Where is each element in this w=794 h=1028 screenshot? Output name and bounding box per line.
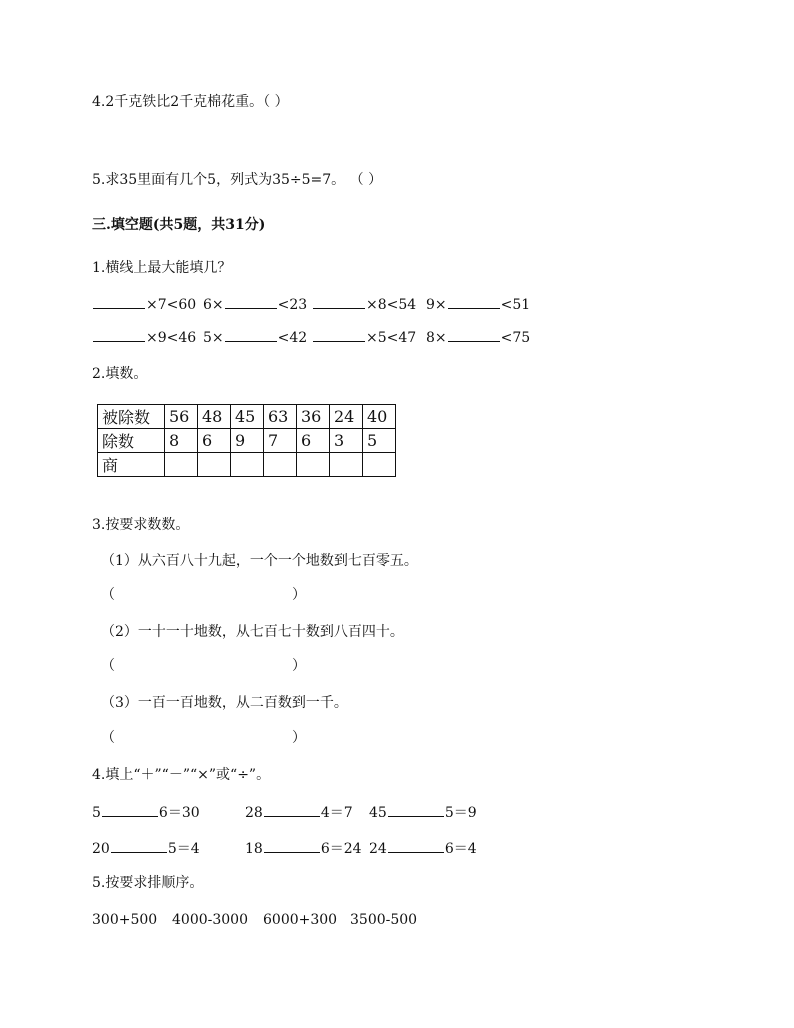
q1-title: 1.横线上最大能填几？ [92, 260, 232, 276]
divisor-cell: 6 [297, 429, 330, 453]
q1-expr: ×5<47 [366, 330, 417, 346]
q2-title: 2.填数。 [92, 366, 148, 382]
dividend-cell: 45 [231, 405, 264, 429]
dividend-cell: 63 [264, 405, 297, 429]
table-row [98, 429, 396, 453]
q1-expr: 8× [426, 330, 447, 346]
blank[interactable] [313, 327, 365, 342]
quotient-cell[interactable] [264, 453, 297, 477]
operand: 6＝30 [158, 805, 200, 821]
blank[interactable] [264, 838, 320, 853]
dividend-cell: 36 [297, 405, 330, 429]
q1-expr: <75 [500, 330, 531, 346]
q1-expr: <42 [277, 330, 308, 346]
blank[interactable] [102, 802, 158, 817]
operand: 20 [92, 841, 110, 857]
divisor-cell: 5 [363, 429, 396, 453]
q1-expr: <51 [500, 297, 531, 313]
operand: 6＝4 [444, 841, 477, 857]
open-paren: （ [101, 587, 115, 603]
blank[interactable] [93, 294, 145, 309]
division-table [97, 404, 396, 477]
close-paren: ） [292, 587, 306, 603]
dividend-cell: 48 [198, 405, 231, 429]
judge-q4: 4.2千克铁比2千克棉花重。（ ） [92, 94, 289, 110]
q1-expr: ×8<54 [366, 297, 417, 313]
q3-item-2: （2）一十一十地数，从七百七十数到八百四十。 [101, 624, 404, 640]
table-row [98, 405, 396, 429]
operand: 45 [369, 805, 387, 821]
q1-expr: 5× [203, 330, 224, 346]
dividend-cell: 56 [165, 405, 198, 429]
expression: 4000-3000 [172, 912, 248, 928]
quotient-cell[interactable] [165, 453, 198, 477]
table-header: 商 [98, 453, 165, 477]
judge-q5: 5.求35里面有几个5，列式为35÷5=7。 （ ） [92, 172, 383, 188]
q1-expr: ×7<60 [146, 297, 197, 313]
table-header: 被除数 [98, 405, 165, 429]
section-title: 三.填空题(共5题，共31分) [92, 217, 266, 233]
operand: 5＝4 [167, 841, 200, 857]
operand: 18 [245, 841, 263, 857]
operand: 6＝24 [320, 841, 362, 857]
blank[interactable] [264, 802, 320, 817]
divisor-cell: 7 [264, 429, 297, 453]
q1-expr: ×9<46 [146, 330, 197, 346]
blank[interactable] [111, 838, 167, 853]
table-header: 除数 [98, 429, 165, 453]
q5-title: 5.按要求排顺序。 [92, 875, 204, 891]
blank[interactable] [388, 838, 444, 853]
blank[interactable] [448, 294, 500, 309]
expression: 6000+300 [263, 912, 338, 928]
quotient-cell[interactable] [198, 453, 231, 477]
divisor-cell: 8 [165, 429, 198, 453]
dividend-cell: 40 [363, 405, 396, 429]
blank[interactable] [388, 802, 444, 817]
table-row [98, 453, 396, 477]
q1-expr: 9× [426, 297, 447, 313]
q1-expr: 6× [203, 297, 224, 313]
blank[interactable] [225, 327, 277, 342]
close-paren: ） [292, 658, 306, 674]
divisor-cell: 9 [231, 429, 264, 453]
q3-item-1: （1）从六百八十九起，一个一个地数到七百零五。 [101, 553, 418, 569]
operand: 28 [245, 805, 263, 821]
q1-expr: <23 [277, 297, 308, 313]
operand: 4＝7 [320, 805, 353, 821]
open-paren: （ [101, 658, 115, 674]
blank[interactable] [93, 327, 145, 342]
close-paren: ） [292, 730, 306, 746]
blank[interactable] [313, 294, 365, 309]
divisor-cell: 3 [330, 429, 363, 453]
quotient-cell[interactable] [231, 453, 264, 477]
q3-title: 3.按要求数数。 [92, 517, 190, 533]
open-paren: （ [101, 730, 115, 746]
expression: 3500-500 [350, 912, 418, 928]
q4-title: 4.填上“＋”“－”“×”或“÷”。 [92, 767, 271, 783]
operand: 5＝9 [444, 805, 477, 821]
operand: 5 [92, 805, 101, 821]
quotient-cell[interactable] [297, 453, 330, 477]
divisor-cell: 6 [198, 429, 231, 453]
q3-item-3: （3）一百一百地数，从二百数到一千。 [101, 695, 348, 711]
blank[interactable] [225, 294, 277, 309]
expression: 300+500 [92, 912, 158, 928]
blank[interactable] [448, 327, 500, 342]
quotient-cell[interactable] [330, 453, 363, 477]
quotient-cell[interactable] [363, 453, 396, 477]
dividend-cell: 24 [330, 405, 363, 429]
operand: 24 [369, 841, 387, 857]
